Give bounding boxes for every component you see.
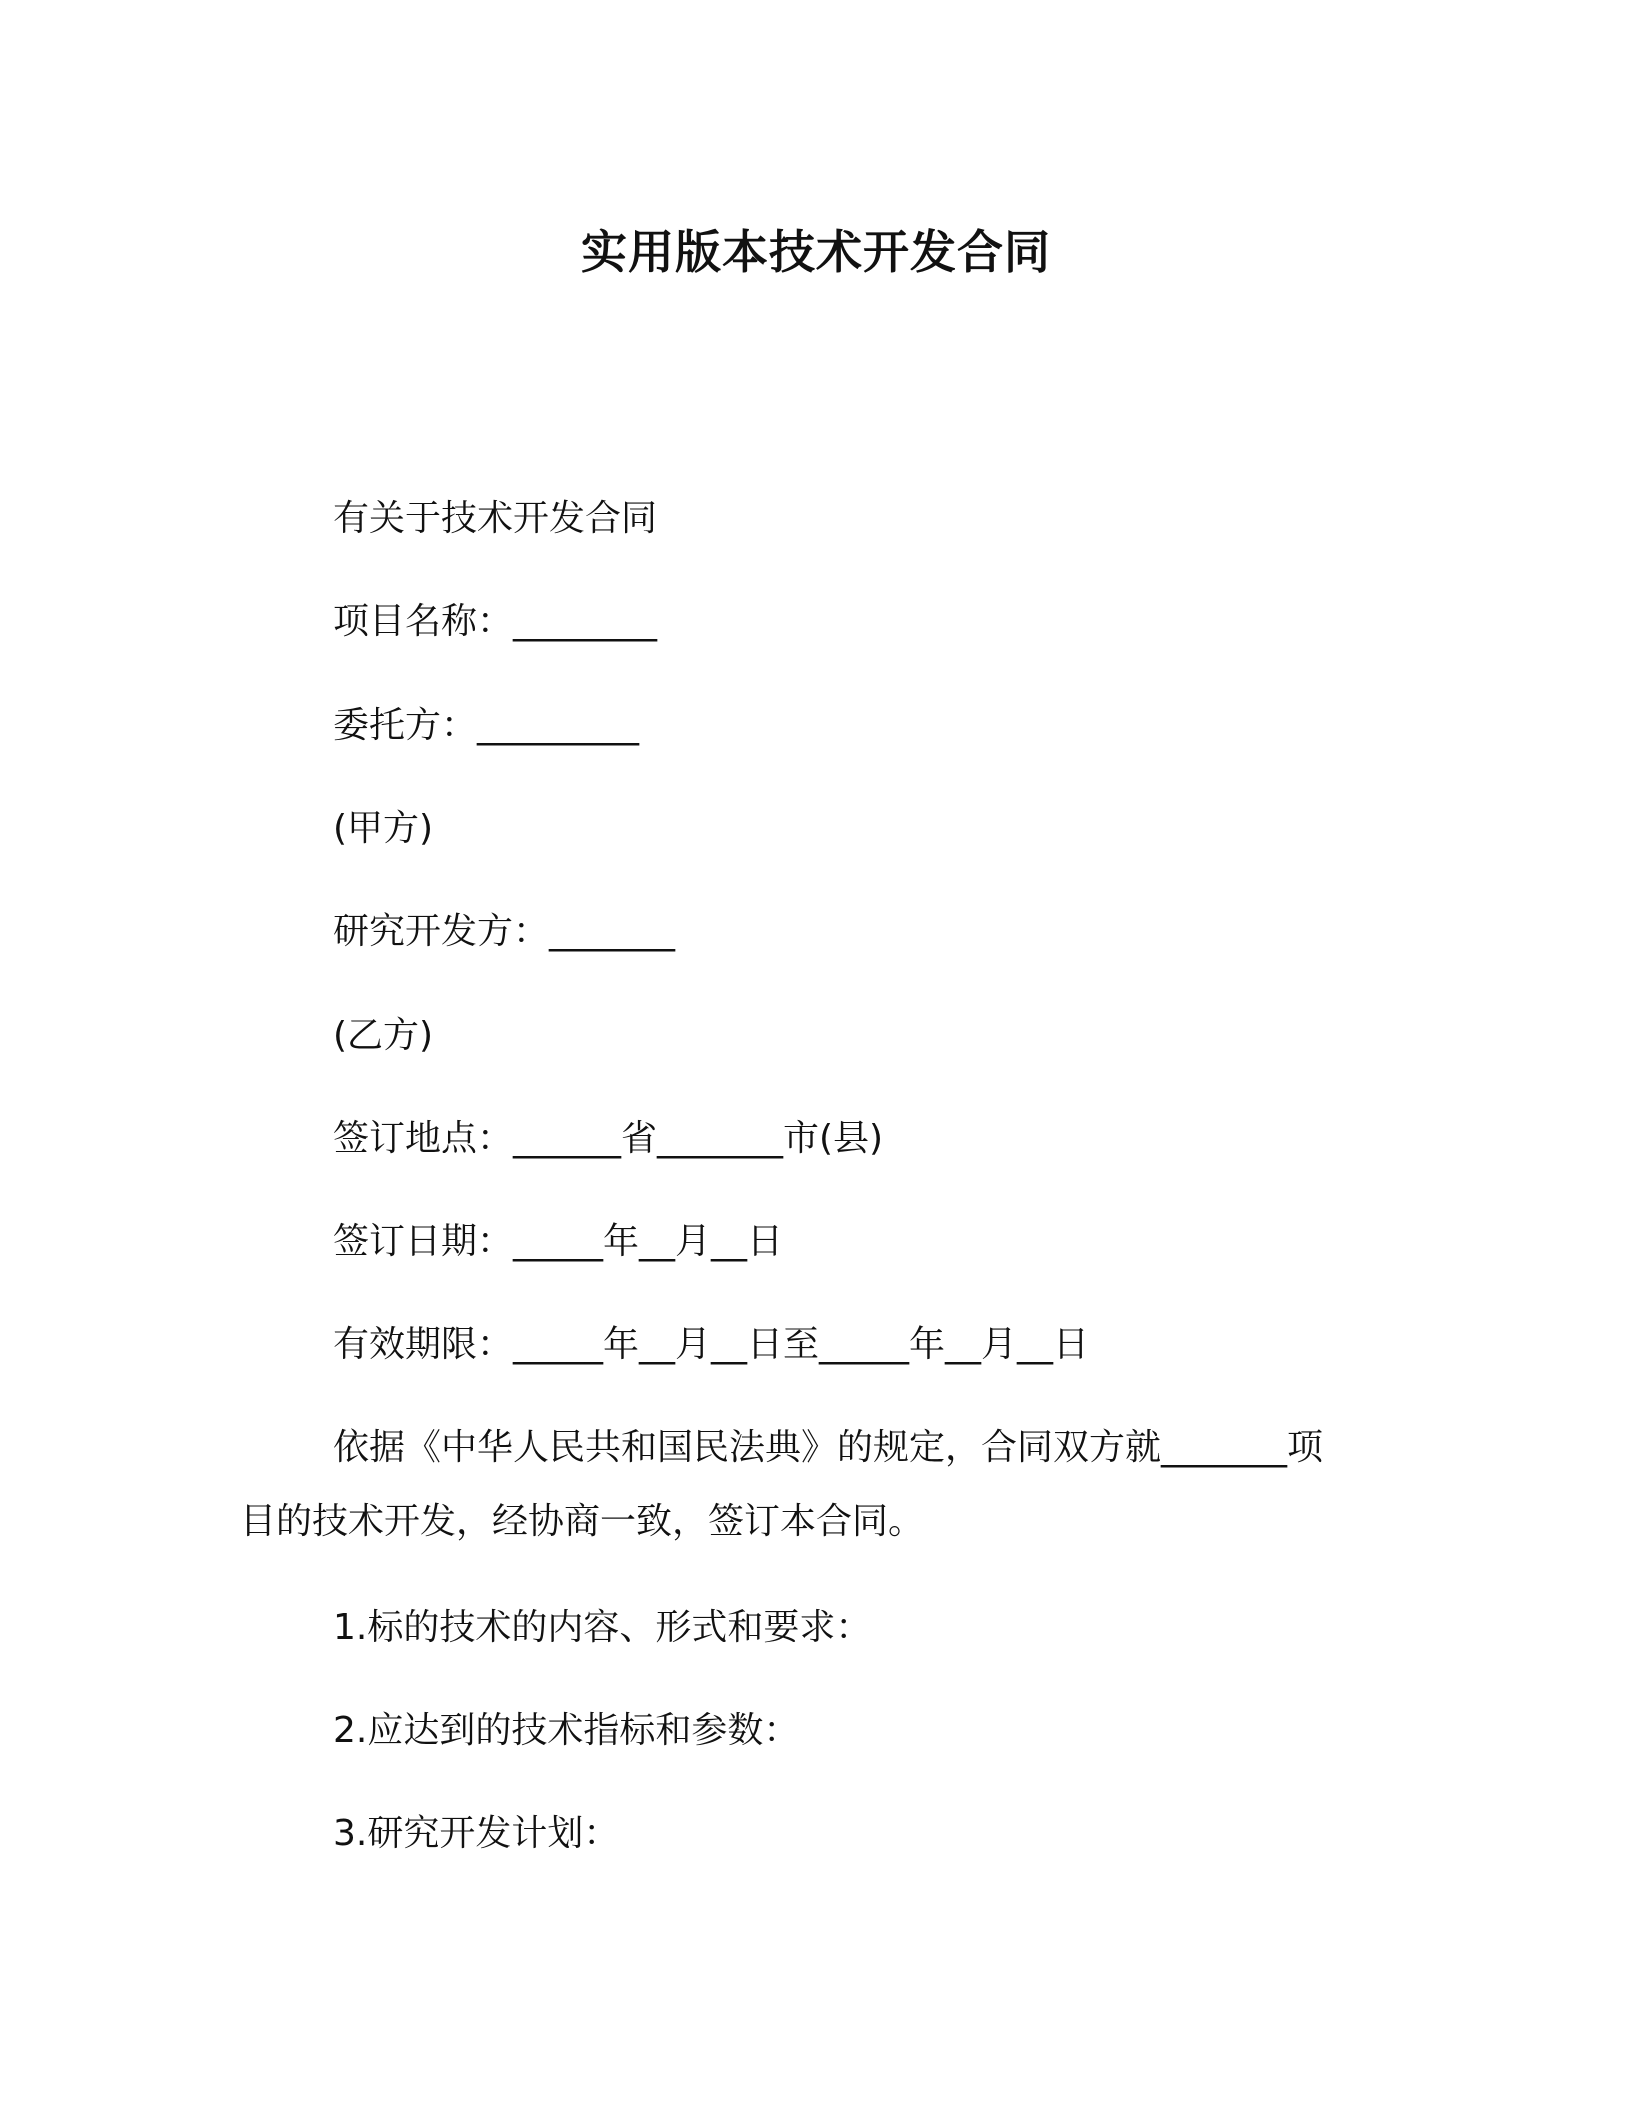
field-signing-date: 签订日期：_____年__月__日 <box>333 1221 784 1262</box>
preamble-paragraph: 依据《中华人民共和国民法典》的规定，合同双方就_______项目的技术开发，经协商一致，签订本合同。 <box>240 1427 1324 1542</box>
field-party-a-label: (甲方) <box>333 808 434 849</box>
field-developer: 研究开发方：_______ <box>333 911 676 952</box>
clause-1: 1.标的技术的内容、形式和要求： <box>333 1607 872 1648</box>
field-client: 委托方：_________ <box>333 705 640 746</box>
field-validity-period: 有效期限：_____年__月__日至_____年__月__日 <box>333 1324 1090 1365</box>
clause-3: 3.研究开发计划： <box>333 1813 620 1854</box>
contract-heading: 有关于技术开发合同 <box>333 498 658 539</box>
field-party-b-label: (乙方) <box>333 1015 434 1056</box>
clause-2: 2.应达到的技术指标和参数： <box>333 1710 800 1751</box>
document-title: 实用版本技术开发合同 <box>581 225 1051 279</box>
field-signing-place: 签订地点：______省_______市(县) <box>333 1118 884 1159</box>
field-project-name: 项目名称：________ <box>333 601 658 642</box>
